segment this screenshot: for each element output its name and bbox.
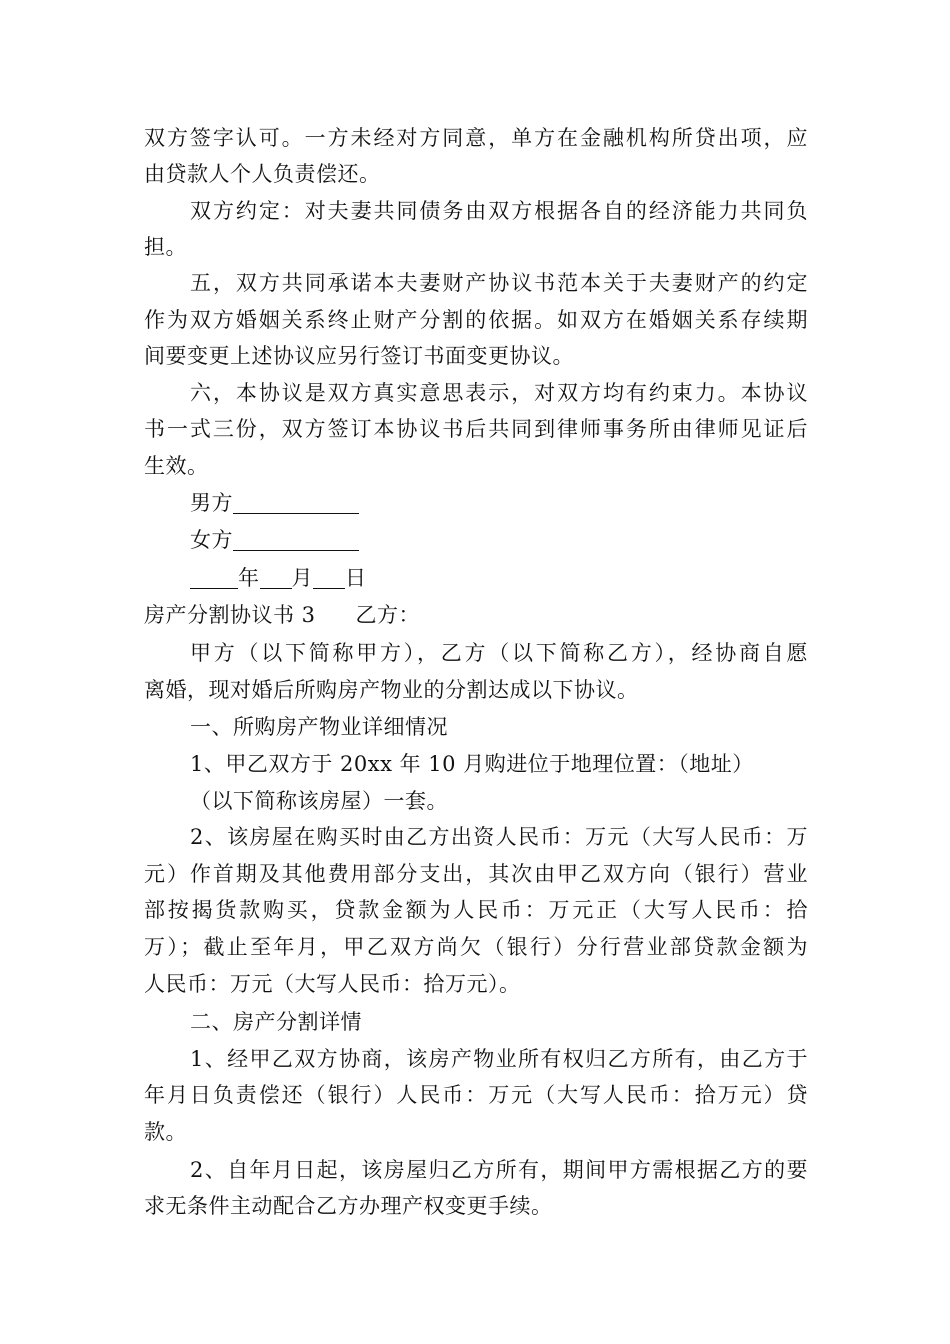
paragraph-line: 甲方（以下简称甲方），乙方（以下简称乙方），经协商自愿: [190, 641, 808, 665]
section-title: 房产分割协议书 3: [144, 603, 316, 627]
date-line: [190, 560, 808, 596]
paragraph-line: 生效。: [144, 454, 209, 478]
paragraph-line: 2、该房屋在购买时由乙方出资人民币：万元（大写人民币：万: [190, 825, 808, 849]
subheading: 一、所购房产物业详细情况: [190, 715, 448, 739]
paragraph-line: 双方签字认可。一方未经对方同意，单方在金融机构所贷出项，应: [144, 126, 808, 150]
paragraph-line: 款。: [144, 1120, 187, 1144]
female-label: 女方: [190, 528, 233, 552]
paragraph-line: 部按揭货款购买，贷款金额为人民币：万元正（大写人民币：拾: [144, 898, 808, 922]
paragraph-line: 由贷款人个人负责偿还。: [144, 162, 381, 186]
paragraph-line: 2、自年月日起，该房屋归乙方所有，期间甲方需根据乙方的要: [190, 1158, 808, 1182]
paragraph-line: 间要变更上述协议应另行签订书面变更协议。: [144, 344, 574, 368]
paragraph-line: 1、经甲乙双方协商，该房产物业所有权归乙方所有，由乙方于: [190, 1047, 808, 1071]
male-label: 男方: [190, 491, 233, 515]
male-signature-line: [190, 485, 808, 521]
section-party: 乙方：: [355, 603, 421, 627]
paragraph-line: 年月日负责偿还（银行）人民币：万元（大写人民币：拾万元）贷: [144, 1083, 808, 1107]
female-signature-blank[interactable]: [233, 524, 359, 551]
paragraph-line: 担。: [144, 235, 187, 259]
year-label: 年: [238, 566, 260, 590]
paragraph-line: 1、甲乙双方于 20xx 年 10 月购进位于地理位置：（地址）: [190, 752, 754, 776]
day-blank[interactable]: [313, 562, 345, 589]
subheading: 二、房产分割详情: [190, 1010, 362, 1034]
paragraph-line: 双方约定：对夫妻共同债务由双方根据各自的经济能力共同负: [190, 199, 808, 223]
female-signature-line: [190, 522, 808, 558]
paragraph-line: 万）；截止至年月，甲乙双方尚欠（银行）分行营业部贷款金额为: [144, 935, 808, 959]
paragraph-line: 六，本协议是双方真实意思表示，对双方均有约束力。本协议: [190, 381, 808, 405]
paragraph-line: 离婚，现对婚后所购房产物业的分割达成以下协议。: [144, 678, 639, 702]
paragraph-line: 求无条件主动配合乙方办理产权变更手续。: [144, 1194, 553, 1218]
paragraph-line: 元）作首期及其他费用部分支出，其次由甲乙双方向（银行）营业: [144, 862, 808, 886]
day-label: 日: [345, 566, 367, 590]
year-blank[interactable]: [190, 562, 238, 589]
month-label: 月: [291, 566, 313, 590]
month-blank[interactable]: [260, 562, 292, 589]
male-signature-blank[interactable]: [233, 487, 359, 514]
paragraph-line: 五，双方共同承诺本夫妻财产协议书范本关于夫妻财产的约定: [190, 271, 808, 295]
paragraph-line: 人民币：万元（大写人民币：拾万元）。: [144, 972, 521, 996]
section-heading: [144, 597, 808, 633]
paragraph-line: 作为双方婚姻关系终止财产分割的依据。如双方在婚姻关系存续期: [144, 308, 808, 332]
paragraph-line: （以下简称该房屋）一套。: [190, 789, 448, 813]
paragraph-line: 书一式三份，双方签订本协议书后共同到律师事务所由律师见证后: [144, 417, 808, 441]
